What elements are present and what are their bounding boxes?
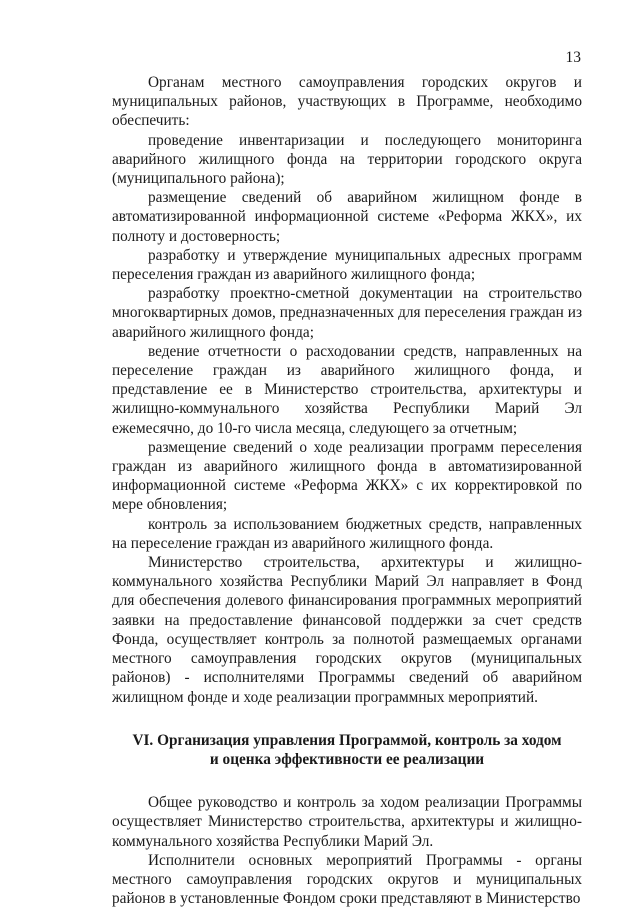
page-number: 13 — [565, 49, 581, 66]
paragraph: Министерство строительства, архитектуры и жилищно-коммунального хозяйства Республики Марий Эл направляет в Фонд для обеспечения долевого финансирования программных мероприятий заявки на предоставление финансовой поддержки за счет средств Фонда, осуществляет контроль за полнотой размещаемых органами местного самоуправления городских округов (муниципальных районов) - исполнителями Программы сведений об аварийном жилищном фонде и ходе реализации программных мероприятий. — [112, 554, 582, 706]
paragraph: разработку проектно-сметной документации на строительство многоквартирных домов, предназначенных для переселения граждан из аварийного жилищного фонда; — [112, 285, 582, 341]
paragraph: проведение инвентаризации и последующего мониторинга аварийного жилищного фонда на территории городского округа (муниципального района); — [112, 131, 582, 188]
section-heading-line: и оценка эффективности ее реализации — [209, 750, 485, 768]
paragraph: размещение сведений об аварийном жилищном фонде в автоматизированной информационной системе «Реформа ЖКХ», их полноту и достоверность; — [112, 189, 582, 245]
paragraph: ведение отчетности о расходовании средств, направленных на переселение граждан из аварийного жилищного фонда, и представление ее в Министерство строительства, архитектуры и жилищно-коммунального хозяйства Республики Марий Эл ежемесячно, до 10-го числа месяца, следующего за отчетным; — [112, 342, 582, 437]
paragraph: разработку и утверждение муниципальных адресных программ переселения граждан из аварийного жилищного фонда; — [112, 246, 582, 284]
paragraph: контроль за использованием бюджетных средств, направленных на переселение граждан из аварийного жилищного фонда. — [112, 515, 582, 552]
document-body — [112, 73, 582, 908]
paragraph: Органам местного самоуправления городских округов и муниципальных районов, участвующих в Программе, необходимо обеспечить: — [112, 74, 582, 130]
paragraph: Общее руководство и контроль за ходом реализации Программы осуществляет Министерство строительства, архитектуры и жилищно-коммунального хозяйства Республики Марий Эл. — [112, 794, 582, 850]
paragraph: Исполнители основных мероприятий Программы - органы местного самоуправления городских округов и муниципальных районов в установленные Фондом сроки представляют в Министерство — [112, 851, 582, 908]
section-heading-line: VI. Организация управления Программой, контроль за ходом — [132, 731, 562, 749]
paragraph: размещение сведений о ходе реализации программ переселения граждан из аварийного жилищного фонда в автоматизированной информационной системе «Реформа ЖКХ» с их корректировкой по мере обновления; — [112, 438, 582, 514]
section-heading — [112, 731, 582, 769]
